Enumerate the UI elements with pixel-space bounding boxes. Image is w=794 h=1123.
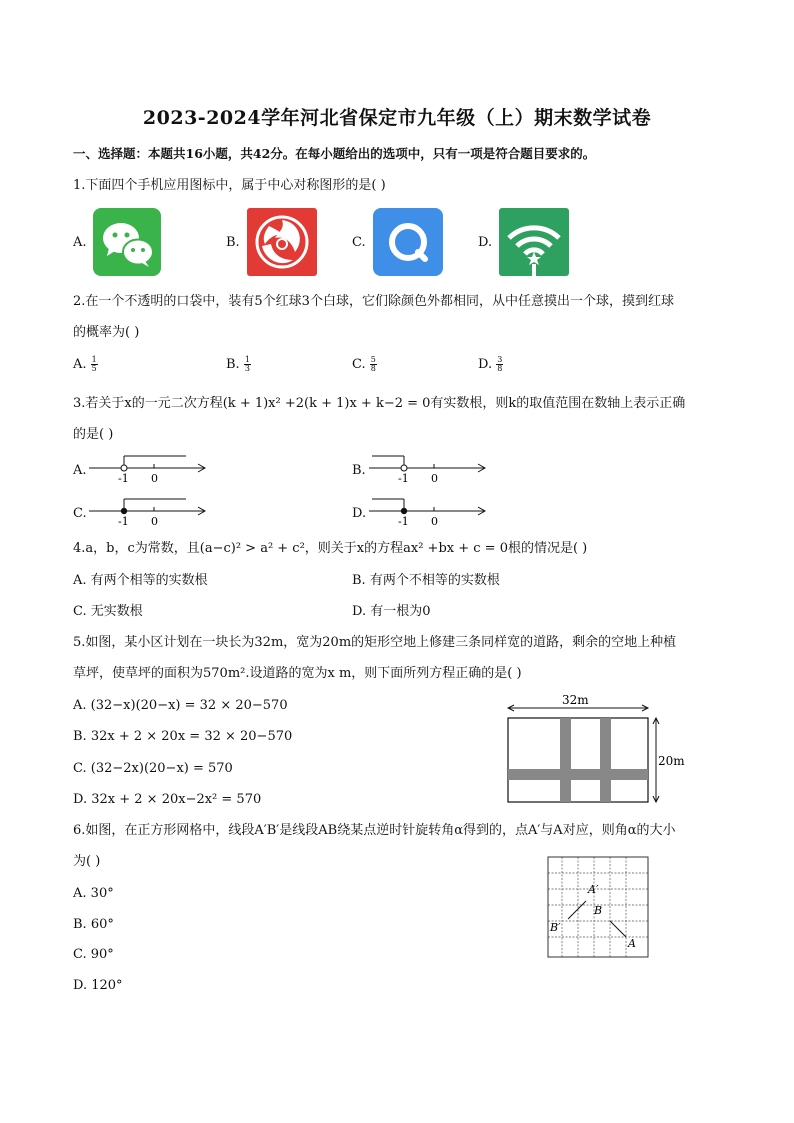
q2-d-numerator: 3 <box>497 355 503 364</box>
q5-stem-line2: 草坪，使草坪的面积为570m².设道路的宽为x m，则下面所列方程正确的是( ) <box>73 666 522 681</box>
q4-stem: 4.a，b，c为常数，且(a−c)² > a² + c²，则关于x的方程ax² +bx + c = 0根的情况是( ) <box>73 541 588 556</box>
q2-b-denominator: 3 <box>244 364 250 373</box>
q4-label-b: B. <box>352 573 366 588</box>
q4-option-b <box>352 572 500 590</box>
q3-label-d: D. <box>352 506 367 521</box>
q2-label-b: B. <box>226 357 240 372</box>
q5-stem-line1: 5.如图，某小区计划在一块长为32m，宽为20m的矩形空地上修建三条同样宽的道路，剩余的空地上种植 <box>73 635 677 650</box>
q2-b-numerator: 1 <box>244 355 250 364</box>
q5-label-d: D. <box>73 792 88 807</box>
q3b-tick-neg1: -1 <box>398 472 409 485</box>
q1-label-c: C. <box>352 235 366 250</box>
q6-text-a: 30° <box>90 886 114 901</box>
q3-numberline-c <box>86 493 212 533</box>
q3-numberline-d <box>366 493 492 533</box>
q4-label-a: A. <box>73 573 87 588</box>
q5-option-d <box>73 791 261 809</box>
q6-label-b: B. <box>73 917 87 932</box>
wifi-signal-icon <box>499 208 569 280</box>
q6-text-c: 90° <box>90 947 114 962</box>
q6-label-c: C. <box>73 947 87 962</box>
q2-fraction-b <box>244 356 251 373</box>
q5-option-b <box>73 728 292 746</box>
q-search-icon <box>373 208 443 280</box>
q2-d-denominator: 8 <box>497 364 503 373</box>
q6-grid-figure <box>546 855 650 963</box>
q2-option-c <box>352 356 377 374</box>
q3-stem-line1: 3.若关于x的一元二次方程(k + 1)x² +2(k + 1)x + k−2 = 0有实数根，则k的取值范围在数轴上表示正确 <box>73 396 686 411</box>
q6-label-b-prime: B′ <box>550 921 561 934</box>
q5-rectangle-figure <box>500 690 690 812</box>
q2-option-d <box>478 356 503 374</box>
q2-option-b <box>226 356 251 374</box>
q6-text-b: 60° <box>90 917 114 932</box>
q2-label-a: A. <box>73 357 87 372</box>
q4-text-c: 无实数根 <box>90 604 143 619</box>
q3-numberline-a <box>86 450 212 490</box>
q2-fraction-c <box>370 356 377 373</box>
q3d-tick-0: 0 <box>431 515 438 528</box>
q5-fig-length-label: 32m <box>562 693 589 707</box>
q2-fraction-a <box>91 356 98 373</box>
q6-option-a <box>73 885 114 903</box>
page-title: 2023-2024学年河北省保定市九年级（上）期末数学试卷 <box>142 107 652 129</box>
q3-label-b: B. <box>352 463 366 478</box>
phoenix-icon <box>247 208 317 280</box>
q6-label-a-point: A <box>628 937 636 950</box>
q2-fraction-d <box>496 356 503 373</box>
q2-c-denominator: 8 <box>370 364 376 373</box>
q3a-tick-neg1: -1 <box>118 472 129 485</box>
q6-option-b <box>73 916 114 934</box>
q3a-tick-0: 0 <box>151 472 158 485</box>
q3b-tick-0: 0 <box>431 472 438 485</box>
q4-text-b: 有两个不相等的实数根 <box>369 573 500 588</box>
q5-label-a: A. <box>73 698 87 713</box>
q2-option-a <box>73 356 98 374</box>
q5-option-a <box>73 697 288 715</box>
q6-option-c <box>73 946 114 964</box>
q1-stem: 1.下面四个手机应用图标中，属于中心对称图形的是( ) <box>73 178 386 193</box>
q4-text-d: 有一根为0 <box>370 604 431 619</box>
q4-text-a: 有两个相等的实数根 <box>90 573 208 588</box>
q6-text-d: 120° <box>91 978 123 993</box>
q1-label-a: A. <box>73 235 87 250</box>
q3d-tick-neg1: -1 <box>398 515 409 528</box>
q5-label-b: B. <box>73 729 87 744</box>
q6-label-a: A. <box>73 886 87 901</box>
wechat-icon <box>93 208 161 280</box>
q6-option-d <box>73 977 123 995</box>
q2-a-denominator: 5 <box>91 364 97 373</box>
q3-numberline-b <box>366 450 492 490</box>
q3c-tick-neg1: -1 <box>118 515 129 528</box>
q3-label-c: C. <box>73 506 87 521</box>
q5-text-a: (32−x)(20−x) = 32 × 20−570 <box>90 698 288 713</box>
q3-stem-line2: 的是( ) <box>73 427 114 442</box>
q5-label-c: C. <box>73 761 87 776</box>
q5-text-b: 32x + 2 × 20x = 32 × 20−570 <box>90 729 293 744</box>
q4-option-d <box>352 603 431 621</box>
q6-label-a-prime: A′ <box>588 883 599 896</box>
q5-text-c: (32−2x)(20−x) = 570 <box>90 761 233 776</box>
q6-stem-line1: 6.如图，在正方形网格中，线段A′B′是线段AB绕某点逆时针旋转角α得到的，点A′与A对应，则角α的大小 <box>73 823 676 838</box>
q6-label-d: D. <box>73 978 88 993</box>
q6-stem-line2: 为( ) <box>73 854 101 869</box>
q6-label-b-point: B <box>594 904 603 917</box>
q4-option-c <box>73 603 143 621</box>
q2-label-d: D. <box>478 357 493 372</box>
q3c-tick-0: 0 <box>151 515 158 528</box>
section-heading: 一、选择题：本题共16小题，共42分。在每小题给出的选项中，只有一项是符合题目要求的。 <box>73 146 596 161</box>
q2-label-c: C. <box>352 357 366 372</box>
q2-stem-line2: 的概率为( ) <box>73 325 140 340</box>
q5-fig-width-label: 20m <box>658 754 685 768</box>
q2-c-numerator: 5 <box>370 355 376 364</box>
q3-label-a: A. <box>73 463 87 478</box>
q5-text-d: 32x + 2 × 20x−2x² = 570 <box>91 792 262 807</box>
q4-label-c: C. <box>73 604 87 619</box>
q1-label-d: D. <box>478 235 493 250</box>
q4-label-d: D. <box>352 604 367 619</box>
q2-stem-line1: 2.在一个不透明的口袋中，装有5个红球3个白球，它们除颜色外都相同，从中任意摸出一个球，摸到红球 <box>73 294 674 309</box>
q4-option-a <box>73 572 208 590</box>
q1-label-b: B. <box>226 235 240 250</box>
q5-option-c <box>73 760 233 778</box>
q2-a-numerator: 1 <box>91 355 97 364</box>
